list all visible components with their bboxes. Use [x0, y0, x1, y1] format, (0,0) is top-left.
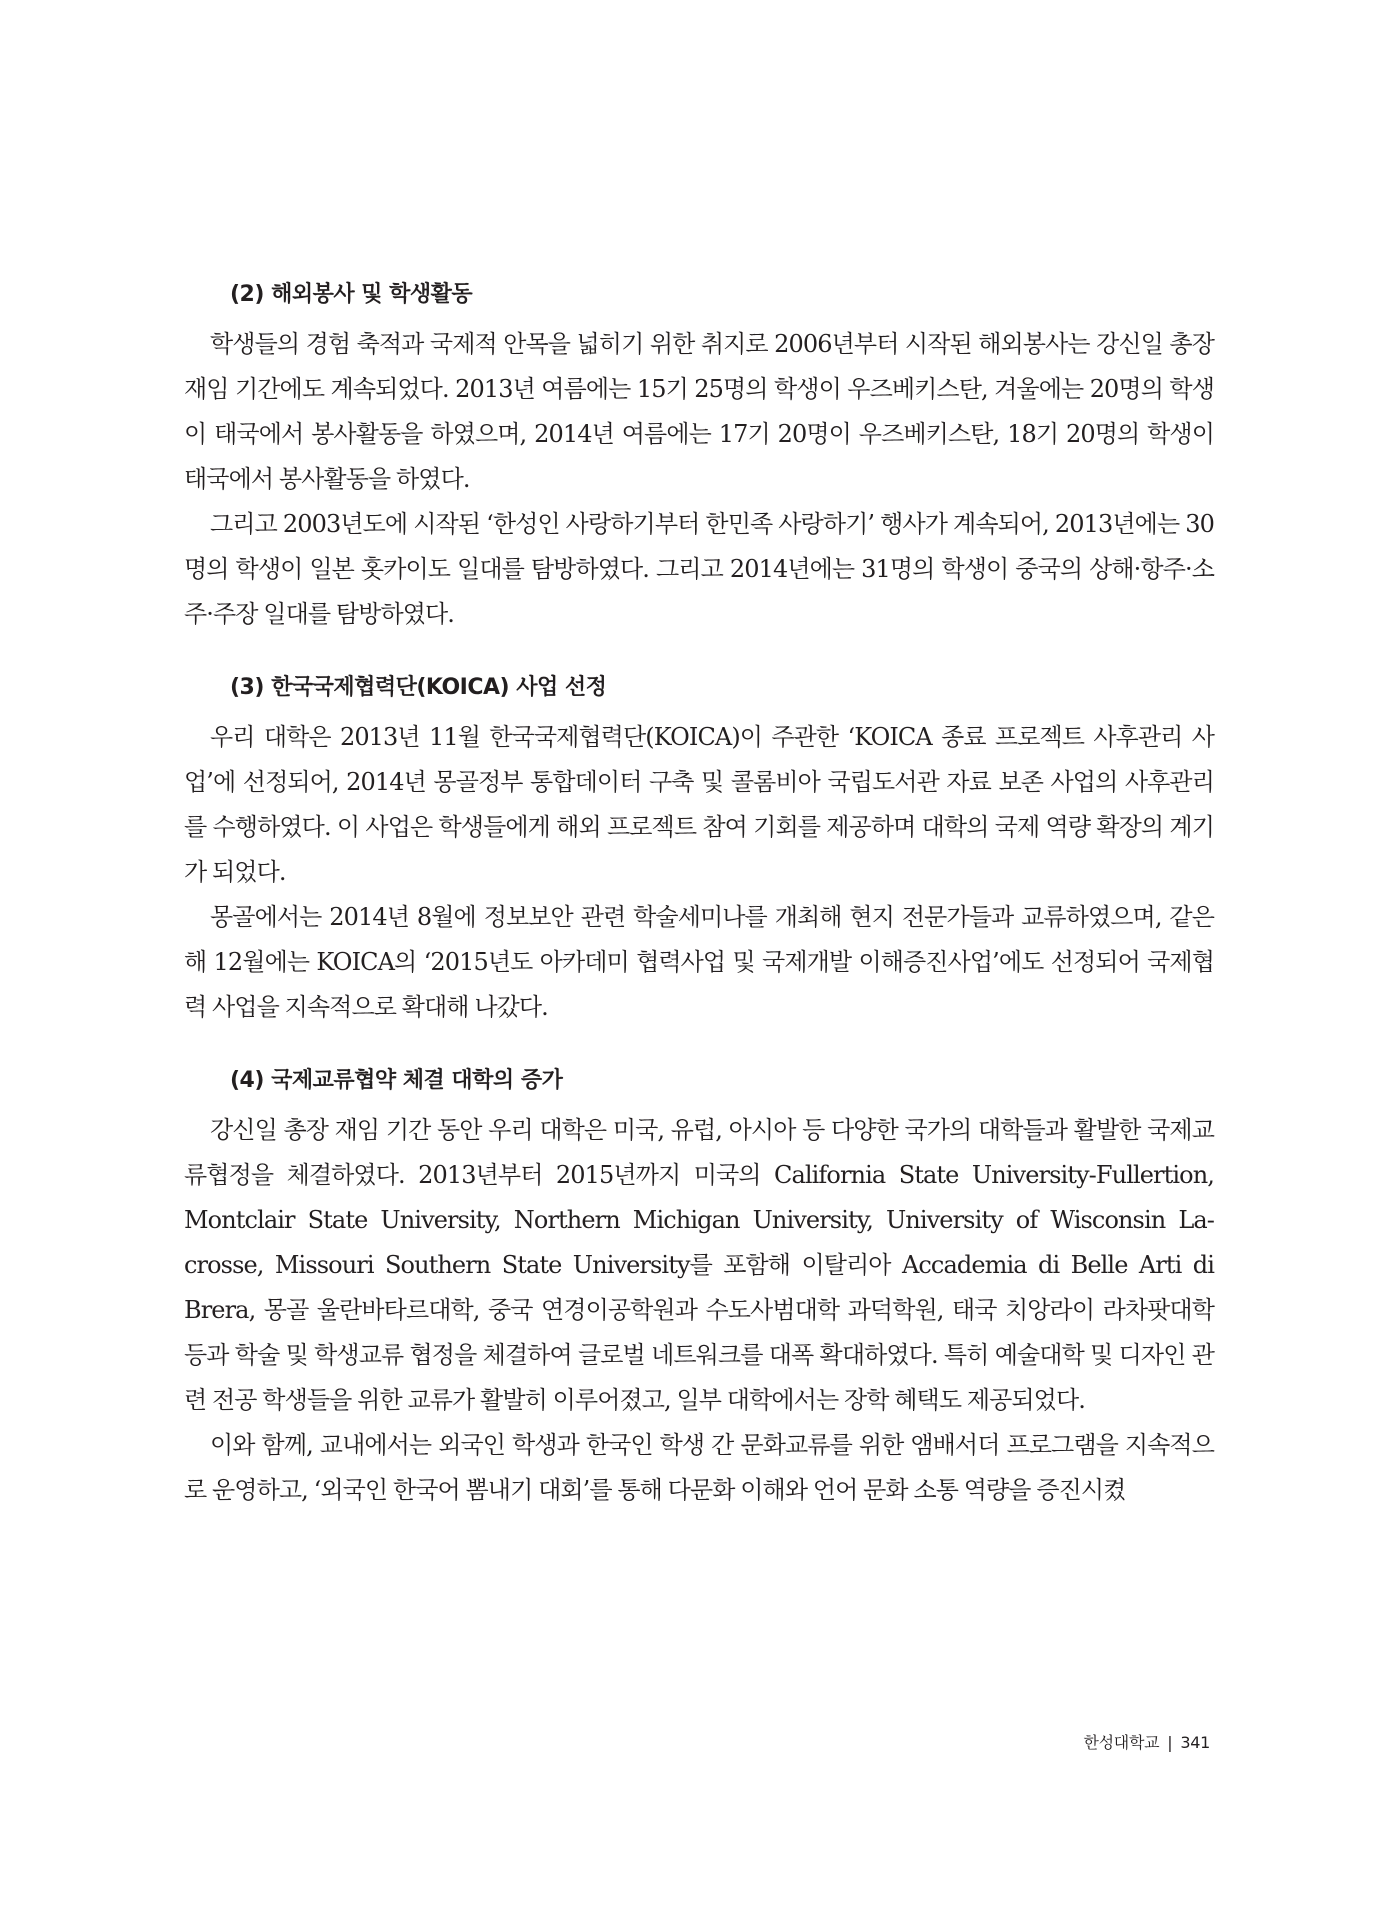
section-heading: (4) 국제교류협약 체결 대학의 증가: [230, 1068, 563, 1093]
paragraph: 이와 함께, 교내에서는 외국인 학생과 한국인 학생 간 문화교류를 위한 앰배서더 프로그램을 지속적으로 운영하고, ‘외국인 한국어 뽐내기 대회’를 통해 다문화 이해와 언어 문화 소통 역량을 증진시켰: [184, 1431, 1214, 1504]
paragraph: 그리고 2003년도에 시작된 ‘한성인 사랑하기부터 한민족 사랑하기’ 행사가 계속되어, 2013년에는 30명의 학생이 일본 홋카이도 일대를 탐방하였다. 그리고 2014년에는 31명의 학생이 중국의 상해·항주·소주·주장 일대를 탐방하였다.: [184, 510, 1214, 628]
page-number: 341: [1180, 1733, 1210, 1752]
footer-separator: |: [1167, 1733, 1173, 1752]
paragraph: 우리 대학은 2013년 11월 한국국제협력단(KOICA)이 주관한 ‘KOICA 종료 프로젝트 사후관리 사업’에 선정되어, 2014년 몽골정부 통합데이터 구축 및 콜롬비아 국립도서관 자료 보존 사업의 사후관리를 수행하였다. 이 사업은 학생들에게 해외 프로젝트 참여 기회를 제공하며 대학의 국제 역량 확장의 계기가 되었다.: [184, 723, 1214, 886]
paragraph: 강신일 총장 재임 기간 동안 우리 대학은 미국, 유럽, 아시아 등 다양한 국가의 대학들과 활발한 국제교류협정을 체결하였다. 2013년부터 2015년까지 미국의 California State University-Fullertion, Montclair State University, Northern Michigan University, University of Wisconsin La-crosse, Missouri Southern State University를 포함해 이탈리아 Accademia di Belle Arti di Brera, 몽골 울란바타르대학, 중국 연경이공학원과 수도사범대학 과덕학원, 태국 치앙라이 라차팟대학 등과 학술 및 학생교류 협정을 체결하여 글로벌 네트워크를 대폭 확대하였다. 특히 예술대학 및 디자인 관련 전공 학생들을 위한 교류가 활발히 이루어졌고, 일부 대학에서는 장학 혜택도 제공되었다.: [184, 1116, 1214, 1414]
paragraph: 몽골에서는 2014년 8월에 정보보안 관련 학술세미나를 개최해 현지 전문가들과 교류하였으며, 같은 해 12월에는 KOICA의 ‘2015년도 아카데미 협력사업 및 국제개발 이해증진사업’에도 선정되어 국제협력 사업을 지속적으로 확대해 나갔다.: [184, 903, 1214, 1021]
section-koica-project: [184, 673, 1214, 1030]
page-footer: [1083, 1732, 1210, 1754]
page-body: [184, 280, 1214, 1513]
section-overseas-volunteer: [184, 280, 1214, 637]
section-exchange-agreements: [184, 1066, 1214, 1513]
paragraph: 학생들의 경험 축적과 국제적 안목을 넓히기 위한 취지로 2006년부터 시작된 해외봉사는 강신일 총장 재임 기간에도 계속되었다. 2013년 여름에는 15기 25명의 학생이 우즈베키스탄, 겨울에는 20명의 학생이 태국에서 봉사활동을 하였으며, 2014년 여름에는 17기 20명이 우즈베키스탄, 18기 20명의 학생이 태국에서 봉사활동을 하였다.: [184, 330, 1214, 493]
section-heading: (2) 해외봉사 및 학생활동: [230, 282, 473, 307]
publisher-name: 한성대학교: [1083, 1733, 1160, 1752]
section-heading: (3) 한국국제협력단(KOICA) 사업 선정: [230, 675, 607, 700]
